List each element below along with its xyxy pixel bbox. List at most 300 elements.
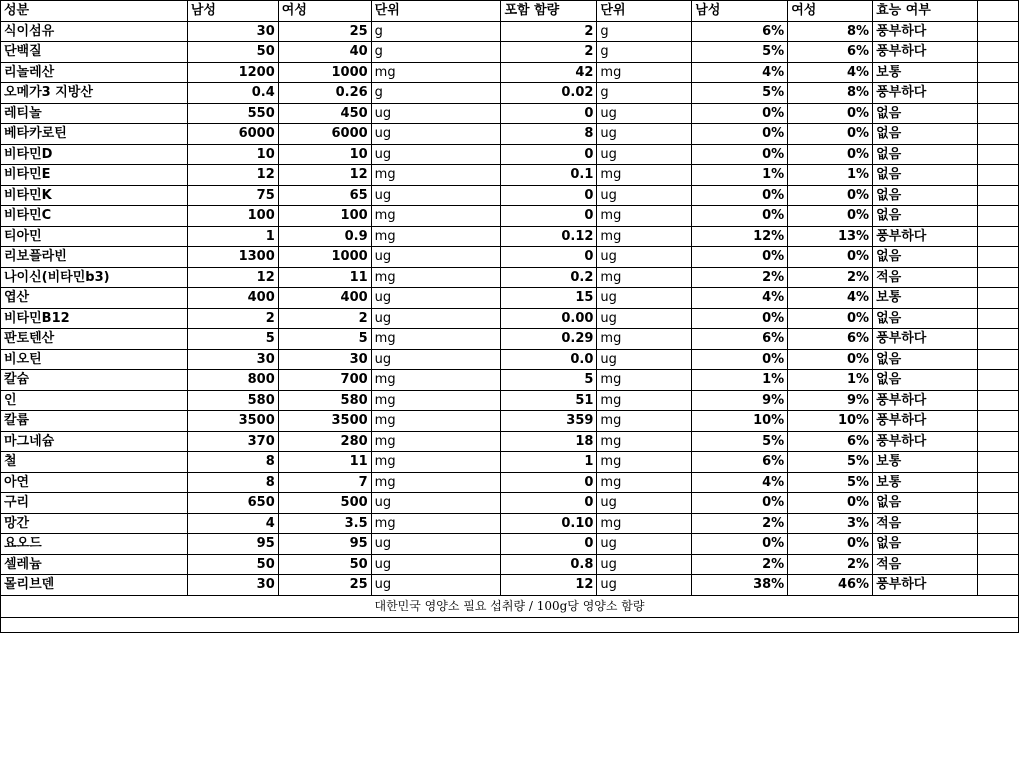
- cell-unit[interactable]: mg: [371, 62, 501, 83]
- cell-male-pct[interactable]: 0%: [692, 124, 788, 145]
- cell-male[interactable]: 0.4: [187, 83, 278, 104]
- table-row: [1, 247, 1019, 268]
- cell-content[interactable]: 2: [501, 42, 597, 63]
- cell-name[interactable]: 티아민: [1, 226, 188, 247]
- cell-female[interactable]: 40: [278, 42, 371, 63]
- cell-efficacy[interactable]: 없음: [873, 185, 978, 206]
- cell-male-pct[interactable]: 4%: [692, 472, 788, 493]
- cell-male[interactable]: 10: [187, 144, 278, 165]
- cell-female[interactable]: 280: [278, 431, 371, 452]
- cell-name[interactable]: 엽산: [1, 288, 188, 309]
- cell-male[interactable]: 550: [187, 103, 278, 124]
- cell-efficacy[interactable]: 없음: [873, 144, 978, 165]
- cell-female-pct[interactable]: 0%: [788, 534, 873, 555]
- cell-male[interactable]: 100: [187, 206, 278, 227]
- cell-name[interactable]: 망간: [1, 513, 188, 534]
- cell-female[interactable]: 400: [278, 288, 371, 309]
- cell-unit[interactable]: g: [371, 42, 501, 63]
- cell-content[interactable]: 0.02: [501, 83, 597, 104]
- cell-name[interactable]: 비오틴: [1, 349, 188, 370]
- table-row: [1, 370, 1019, 391]
- empty-cell[interactable]: [978, 452, 1019, 473]
- cell-male[interactable]: 50: [187, 42, 278, 63]
- cell-unit[interactable]: ug: [371, 349, 501, 370]
- empty-cell[interactable]: [978, 431, 1019, 452]
- cell-female[interactable]: 450: [278, 103, 371, 124]
- cell-efficacy[interactable]: 적음: [873, 267, 978, 288]
- cell-name[interactable]: 마그네슘: [1, 431, 188, 452]
- cell-female[interactable]: 0.26: [278, 83, 371, 104]
- cell-female-pct[interactable]: 3%: [788, 513, 873, 534]
- cell-content[interactable]: 0: [501, 247, 597, 268]
- empty-cell[interactable]: [978, 534, 1019, 555]
- cell-content-unit[interactable]: ug: [597, 247, 692, 268]
- cell-female[interactable]: 3.5: [278, 513, 371, 534]
- cell-male-pct[interactable]: 5%: [692, 83, 788, 104]
- cell-name[interactable]: 아연: [1, 472, 188, 493]
- cell-female-pct[interactable]: 4%: [788, 288, 873, 309]
- empty-cell[interactable]: [978, 124, 1019, 145]
- cell-name[interactable]: 베타카로틴: [1, 124, 188, 145]
- table-row: [1, 144, 1019, 165]
- empty-cell[interactable]: [978, 267, 1019, 288]
- empty-cell[interactable]: [978, 165, 1019, 186]
- cell-female-pct[interactable]: 6%: [788, 329, 873, 350]
- table-row: [1, 349, 1019, 370]
- cell-efficacy[interactable]: 보통: [873, 472, 978, 493]
- cell-efficacy[interactable]: 풍부하다: [873, 575, 978, 596]
- cell-efficacy[interactable]: 풍부하다: [873, 329, 978, 350]
- cell-content-unit[interactable]: mg: [597, 472, 692, 493]
- cell-female-pct[interactable]: 0%: [788, 247, 873, 268]
- cell-content[interactable]: 5: [501, 370, 597, 391]
- empty-cell[interactable]: [978, 62, 1019, 83]
- cell-male[interactable]: 370: [187, 431, 278, 452]
- cell-content-unit[interactable]: mg: [597, 62, 692, 83]
- cell-content[interactable]: 0.12: [501, 226, 597, 247]
- cell-unit[interactable]: mg: [371, 411, 501, 432]
- cell-unit[interactable]: mg: [371, 472, 501, 493]
- cell-female[interactable]: 95: [278, 534, 371, 555]
- empty-cell[interactable]: [978, 308, 1019, 329]
- table-row: [1, 42, 1019, 63]
- cell-female-pct[interactable]: 13%: [788, 226, 873, 247]
- cell-female-pct[interactable]: 8%: [788, 83, 873, 104]
- cell-name[interactable]: 단백질: [1, 42, 188, 63]
- cell-unit[interactable]: mg: [371, 165, 501, 186]
- cell-male-pct[interactable]: 0%: [692, 144, 788, 165]
- cell-male[interactable]: 75: [187, 185, 278, 206]
- cell-male-pct[interactable]: 6%: [692, 329, 788, 350]
- cell-female[interactable]: 700: [278, 370, 371, 391]
- cell-content[interactable]: 2: [501, 21, 597, 42]
- cell-efficacy[interactable]: 풍부하다: [873, 390, 978, 411]
- cell-male-pct[interactable]: 12%: [692, 226, 788, 247]
- cell-content-unit[interactable]: ug: [597, 534, 692, 555]
- empty-cell[interactable]: [978, 493, 1019, 514]
- cell-content-unit[interactable]: mg: [597, 452, 692, 473]
- cell-female-pct[interactable]: 46%: [788, 575, 873, 596]
- cell-female[interactable]: 0.9: [278, 226, 371, 247]
- cell-content-unit[interactable]: ug: [597, 103, 692, 124]
- cell-unit[interactable]: mg: [371, 329, 501, 350]
- cell-female-pct[interactable]: 2%: [788, 554, 873, 575]
- cell-male-pct[interactable]: 2%: [692, 267, 788, 288]
- cell-female-pct[interactable]: 6%: [788, 42, 873, 63]
- cell-female[interactable]: 12: [278, 165, 371, 186]
- cell-unit[interactable]: ug: [371, 144, 501, 165]
- cell-efficacy[interactable]: 없음: [873, 308, 978, 329]
- cell-male[interactable]: 4: [187, 513, 278, 534]
- cell-female-pct[interactable]: 6%: [788, 431, 873, 452]
- cell-unit[interactable]: mg: [371, 226, 501, 247]
- cell-name[interactable]: 리놀레산: [1, 62, 188, 83]
- cell-name[interactable]: 판토텐산: [1, 329, 188, 350]
- cell-efficacy[interactable]: 풍부하다: [873, 21, 978, 42]
- cell-name[interactable]: 오메가3 지방산: [1, 83, 188, 104]
- cell-male-pct[interactable]: 2%: [692, 554, 788, 575]
- table-row: [1, 226, 1019, 247]
- cell-male-pct[interactable]: 0%: [692, 534, 788, 555]
- cell-male-pct[interactable]: 0%: [692, 206, 788, 227]
- cell-content-unit[interactable]: mg: [597, 431, 692, 452]
- cell-content-unit[interactable]: ug: [597, 575, 692, 596]
- cell-name[interactable]: 나이신(비타민b3): [1, 267, 188, 288]
- cell-content-unit[interactable]: ug: [597, 493, 692, 514]
- cell-efficacy[interactable]: 적음: [873, 513, 978, 534]
- cell-female[interactable]: 30: [278, 349, 371, 370]
- cell-content[interactable]: 0.10: [501, 513, 597, 534]
- cell-content[interactable]: 15: [501, 288, 597, 309]
- cell-male-pct[interactable]: 0%: [692, 308, 788, 329]
- cell-male[interactable]: 1: [187, 226, 278, 247]
- cell-male-pct[interactable]: 1%: [692, 370, 788, 391]
- cell-unit[interactable]: ug: [371, 103, 501, 124]
- cell-content-unit[interactable]: mg: [597, 513, 692, 534]
- cell-unit[interactable]: ug: [371, 534, 501, 555]
- cell-male-pct[interactable]: 4%: [692, 288, 788, 309]
- empty-cell[interactable]: [978, 185, 1019, 206]
- cell-name[interactable]: 비타민B12: [1, 308, 188, 329]
- cell-name[interactable]: 철: [1, 452, 188, 473]
- cell-efficacy[interactable]: 없음: [873, 493, 978, 514]
- header-name[interactable]: 성분: [1, 1, 188, 22]
- table-row: [1, 165, 1019, 186]
- header-content-unit[interactable]: 단위: [597, 1, 692, 22]
- cell-efficacy[interactable]: 풍부하다: [873, 411, 978, 432]
- cell-female-pct[interactable]: 0%: [788, 206, 873, 227]
- cell-unit[interactable]: mg: [371, 390, 501, 411]
- cell-female-pct[interactable]: 5%: [788, 452, 873, 473]
- cell-content[interactable]: 8: [501, 124, 597, 145]
- cell-male[interactable]: 580: [187, 390, 278, 411]
- cell-unit[interactable]: mg: [371, 370, 501, 391]
- cell-name[interactable]: 요오드: [1, 534, 188, 555]
- cell-content-unit[interactable]: mg: [597, 370, 692, 391]
- cell-name[interactable]: 구리: [1, 493, 188, 514]
- cell-name[interactable]: 비타민D: [1, 144, 188, 165]
- cell-female[interactable]: 3500: [278, 411, 371, 432]
- cell-efficacy[interactable]: 없음: [873, 534, 978, 555]
- cell-content-unit[interactable]: ug: [597, 144, 692, 165]
- cell-male-pct[interactable]: 10%: [692, 411, 788, 432]
- cell-female[interactable]: 5: [278, 329, 371, 350]
- cell-content-unit[interactable]: ug: [597, 554, 692, 575]
- empty-cell[interactable]: [978, 83, 1019, 104]
- cell-content[interactable]: 0.8: [501, 554, 597, 575]
- cell-female-pct[interactable]: 0%: [788, 103, 873, 124]
- cell-male-pct[interactable]: 5%: [692, 42, 788, 63]
- cell-female[interactable]: 6000: [278, 124, 371, 145]
- header-female-pct[interactable]: 여성: [788, 1, 873, 22]
- cell-male-pct[interactable]: 38%: [692, 575, 788, 596]
- cell-content[interactable]: 1: [501, 452, 597, 473]
- empty-cell[interactable]: [978, 554, 1019, 575]
- empty-cell[interactable]: [978, 370, 1019, 391]
- cell-male[interactable]: 8: [187, 472, 278, 493]
- cell-male-pct[interactable]: 0%: [692, 493, 788, 514]
- cell-female[interactable]: 25: [278, 21, 371, 42]
- cell-unit[interactable]: ug: [371, 124, 501, 145]
- cell-female-pct[interactable]: 1%: [788, 165, 873, 186]
- cell-female[interactable]: 1000: [278, 247, 371, 268]
- cell-male[interactable]: 6000: [187, 124, 278, 145]
- cell-female[interactable]: 580: [278, 390, 371, 411]
- cell-male-pct[interactable]: 0%: [692, 247, 788, 268]
- cell-content-unit[interactable]: ug: [597, 124, 692, 145]
- cell-efficacy[interactable]: 없음: [873, 370, 978, 391]
- cell-content[interactable]: 0: [501, 472, 597, 493]
- cell-name[interactable]: 셀레늄: [1, 554, 188, 575]
- cell-unit[interactable]: mg: [371, 452, 501, 473]
- cell-male-pct[interactable]: 0%: [692, 349, 788, 370]
- cell-female-pct[interactable]: 0%: [788, 493, 873, 514]
- empty-cell[interactable]: [978, 288, 1019, 309]
- cell-content-unit[interactable]: mg: [597, 411, 692, 432]
- cell-female[interactable]: 65: [278, 185, 371, 206]
- cell-content-unit[interactable]: mg: [597, 206, 692, 227]
- cell-male[interactable]: 30: [187, 349, 278, 370]
- cell-male-pct[interactable]: 0%: [692, 185, 788, 206]
- cell-male[interactable]: 12: [187, 165, 278, 186]
- cell-content[interactable]: 0.0: [501, 349, 597, 370]
- cell-content-unit[interactable]: mg: [597, 226, 692, 247]
- cell-content[interactable]: 0: [501, 103, 597, 124]
- cell-efficacy[interactable]: 보통: [873, 288, 978, 309]
- cell-male-pct[interactable]: 6%: [692, 452, 788, 473]
- cell-female[interactable]: 25: [278, 575, 371, 596]
- cell-female-pct[interactable]: 4%: [788, 62, 873, 83]
- cell-unit[interactable]: ug: [371, 247, 501, 268]
- empty-cell[interactable]: [978, 42, 1019, 63]
- cell-female-pct[interactable]: 2%: [788, 267, 873, 288]
- cell-male-pct[interactable]: 0%: [692, 103, 788, 124]
- cell-male[interactable]: 3500: [187, 411, 278, 432]
- cell-content-unit[interactable]: g: [597, 42, 692, 63]
- cell-efficacy[interactable]: 풍부하다: [873, 42, 978, 63]
- cell-efficacy[interactable]: 없음: [873, 206, 978, 227]
- header-efficacy[interactable]: 효능 여부: [873, 1, 978, 22]
- cell-content[interactable]: 18: [501, 431, 597, 452]
- cell-male[interactable]: 5: [187, 329, 278, 350]
- cell-female-pct[interactable]: 1%: [788, 370, 873, 391]
- cell-efficacy[interactable]: 없음: [873, 247, 978, 268]
- cell-efficacy[interactable]: 풍부하다: [873, 83, 978, 104]
- cell-female-pct[interactable]: 5%: [788, 472, 873, 493]
- cell-male[interactable]: 30: [187, 21, 278, 42]
- cell-male-pct[interactable]: 9%: [692, 390, 788, 411]
- cell-female-pct[interactable]: 10%: [788, 411, 873, 432]
- empty-cell[interactable]: [978, 1, 1019, 22]
- cell-content[interactable]: 0: [501, 185, 597, 206]
- cell-name[interactable]: 몰리브덴: [1, 575, 188, 596]
- cell-content[interactable]: 0.29: [501, 329, 597, 350]
- cell-male[interactable]: 1300: [187, 247, 278, 268]
- cell-unit[interactable]: ug: [371, 288, 501, 309]
- empty-cell[interactable]: [978, 575, 1019, 596]
- cell-efficacy[interactable]: 풍부하다: [873, 431, 978, 452]
- cell-female-pct[interactable]: 0%: [788, 144, 873, 165]
- cell-content-unit[interactable]: mg: [597, 390, 692, 411]
- cell-efficacy[interactable]: 보통: [873, 62, 978, 83]
- cell-male[interactable]: 400: [187, 288, 278, 309]
- cell-content[interactable]: 0: [501, 206, 597, 227]
- cell-female-pct[interactable]: 0%: [788, 185, 873, 206]
- cell-name[interactable]: 비타민C: [1, 206, 188, 227]
- header-content[interactable]: 포함 함량: [501, 1, 597, 22]
- cell-male-pct[interactable]: 5%: [692, 431, 788, 452]
- cell-content[interactable]: 0: [501, 493, 597, 514]
- cell-unit[interactable]: mg: [371, 513, 501, 534]
- cell-content-unit[interactable]: ug: [597, 185, 692, 206]
- cell-content[interactable]: 0.1: [501, 165, 597, 186]
- cell-unit[interactable]: g: [371, 21, 501, 42]
- cell-unit[interactable]: g: [371, 83, 501, 104]
- cell-content-unit[interactable]: mg: [597, 165, 692, 186]
- cell-name[interactable]: 인: [1, 390, 188, 411]
- cell-unit[interactable]: ug: [371, 554, 501, 575]
- empty-cell[interactable]: [978, 329, 1019, 350]
- header-female[interactable]: 여성: [278, 1, 371, 22]
- cell-female-pct[interactable]: 0%: [788, 124, 873, 145]
- cell-male[interactable]: 12: [187, 267, 278, 288]
- header-male-pct[interactable]: 남성: [692, 1, 788, 22]
- cell-efficacy[interactable]: 없음: [873, 124, 978, 145]
- empty-cell[interactable]: [978, 411, 1019, 432]
- cell-name[interactable]: 레티놀: [1, 103, 188, 124]
- empty-cell[interactable]: [978, 103, 1019, 124]
- cell-unit[interactable]: mg: [371, 431, 501, 452]
- cell-efficacy[interactable]: 없음: [873, 165, 978, 186]
- cell-name[interactable]: 식이섬유: [1, 21, 188, 42]
- empty-cell[interactable]: [978, 144, 1019, 165]
- cell-female[interactable]: 1000: [278, 62, 371, 83]
- cell-content-unit[interactable]: ug: [597, 288, 692, 309]
- table-row: [1, 103, 1019, 124]
- cell-content[interactable]: 0: [501, 144, 597, 165]
- cell-unit[interactable]: mg: [371, 206, 501, 227]
- cell-content[interactable]: 12: [501, 575, 597, 596]
- cell-female-pct[interactable]: 9%: [788, 390, 873, 411]
- cell-name[interactable]: 칼륨: [1, 411, 188, 432]
- cell-male[interactable]: 30: [187, 575, 278, 596]
- cell-male[interactable]: 1200: [187, 62, 278, 83]
- cell-female[interactable]: 2: [278, 308, 371, 329]
- cell-unit[interactable]: ug: [371, 185, 501, 206]
- table-row: [1, 554, 1019, 575]
- cell-unit[interactable]: ug: [371, 575, 501, 596]
- cell-male[interactable]: 95: [187, 534, 278, 555]
- cell-unit[interactable]: mg: [371, 267, 501, 288]
- cell-efficacy[interactable]: 풍부하다: [873, 226, 978, 247]
- cell-male[interactable]: 2: [187, 308, 278, 329]
- cell-female-pct[interactable]: 8%: [788, 21, 873, 42]
- empty-cell[interactable]: [978, 206, 1019, 227]
- empty-cell[interactable]: [978, 247, 1019, 268]
- cell-content-unit[interactable]: g: [597, 83, 692, 104]
- cell-male-pct[interactable]: 2%: [692, 513, 788, 534]
- cell-female[interactable]: 11: [278, 267, 371, 288]
- cell-unit[interactable]: ug: [371, 493, 501, 514]
- header-male[interactable]: 남성: [187, 1, 278, 22]
- cell-female-pct[interactable]: 0%: [788, 349, 873, 370]
- cell-content-unit[interactable]: mg: [597, 267, 692, 288]
- cell-male[interactable]: 50: [187, 554, 278, 575]
- empty-cell[interactable]: [978, 390, 1019, 411]
- cell-name[interactable]: 비타민K: [1, 185, 188, 206]
- cell-male[interactable]: 800: [187, 370, 278, 391]
- cell-female-pct[interactable]: 0%: [788, 308, 873, 329]
- cell-unit[interactable]: ug: [371, 308, 501, 329]
- cell-name[interactable]: 리보플라빈: [1, 247, 188, 268]
- cell-female[interactable]: 50: [278, 554, 371, 575]
- empty-cell[interactable]: [978, 349, 1019, 370]
- cell-male[interactable]: 8: [187, 452, 278, 473]
- cell-female[interactable]: 7: [278, 472, 371, 493]
- cell-female[interactable]: 10: [278, 144, 371, 165]
- cell-content[interactable]: 42: [501, 62, 597, 83]
- cell-female[interactable]: 100: [278, 206, 371, 227]
- cell-female[interactable]: 500: [278, 493, 371, 514]
- cell-male-pct[interactable]: 6%: [692, 21, 788, 42]
- empty-cell[interactable]: [978, 513, 1019, 534]
- cell-content[interactable]: 359: [501, 411, 597, 432]
- empty-cell[interactable]: [978, 472, 1019, 493]
- cell-content[interactable]: 51: [501, 390, 597, 411]
- cell-content-unit[interactable]: ug: [597, 308, 692, 329]
- cell-content[interactable]: 0: [501, 534, 597, 555]
- cell-male-pct[interactable]: 4%: [692, 62, 788, 83]
- cell-male-pct[interactable]: 1%: [692, 165, 788, 186]
- table-row: [1, 329, 1019, 350]
- empty-cell[interactable]: [978, 21, 1019, 42]
- cell-content[interactable]: 0.00: [501, 308, 597, 329]
- cell-name[interactable]: 비타민E: [1, 165, 188, 186]
- cell-content[interactable]: 0.2: [501, 267, 597, 288]
- header-unit[interactable]: 단위: [371, 1, 501, 22]
- cell-female[interactable]: 11: [278, 452, 371, 473]
- cell-content-unit[interactable]: ug: [597, 349, 692, 370]
- cell-efficacy[interactable]: 없음: [873, 103, 978, 124]
- cell-efficacy[interactable]: 없음: [873, 349, 978, 370]
- cell-name[interactable]: 칼슘: [1, 370, 188, 391]
- empty-cell[interactable]: [978, 226, 1019, 247]
- cell-efficacy[interactable]: 보통: [873, 452, 978, 473]
- cell-male[interactable]: 650: [187, 493, 278, 514]
- cell-content-unit[interactable]: g: [597, 21, 692, 42]
- cell-efficacy[interactable]: 적음: [873, 554, 978, 575]
- cell-content-unit[interactable]: mg: [597, 329, 692, 350]
